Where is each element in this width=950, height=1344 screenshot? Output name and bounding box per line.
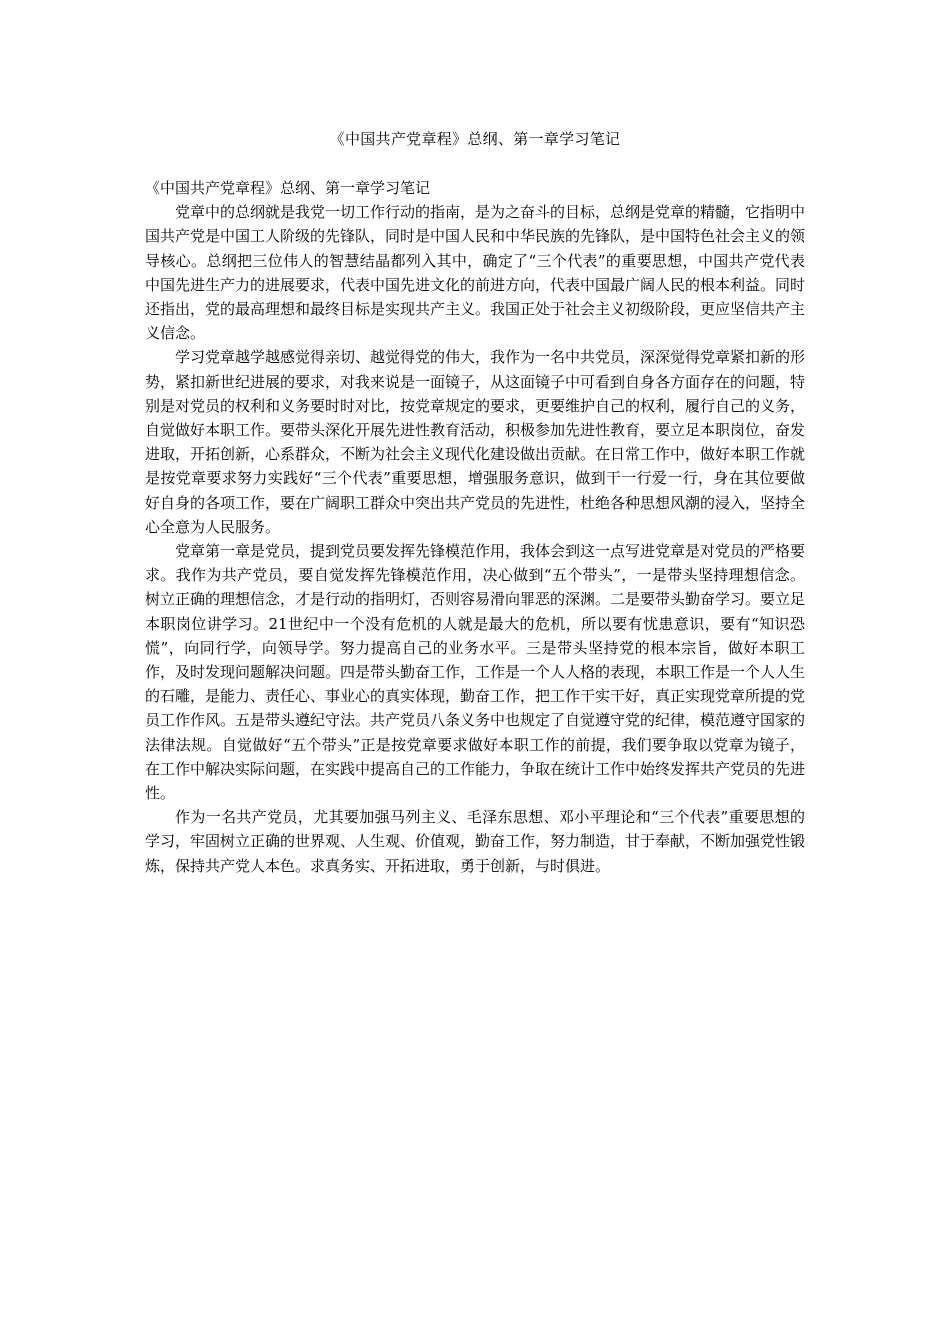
document-title: 《中国共产党章程》总纲、第一章学习笔记 (329, 130, 621, 148)
document-body (145, 176, 805, 878)
paragraph-4: 作为一名共产党员，尤其要加强马列主义、毛泽东思想、邓小平理论和“三个代表”重要思想的学习，牢固树立正确的世界观、人生观、价值观，勤奋工作，努力制造，甘于奉献，不断加强党性锻炼，保持共产党人本色。求真务实、开拓进取，勇于创新，与时俱进。 (145, 808, 806, 875)
paragraph-3: 党章第一章是党员，提到党员要发挥先锋模范作用，我体会到这一点写进党章是对党员的严格要求。我作为共产党员，要自觉发挥先锋模范作用，决心做到“五个带头”，一是带头坚持理想信念。树立正确的理想信念，才是行动的指明灯，否则容易滑向罪恶的深渊。二是要带头勤奋学习。要立足本职岗位讲学习。21世纪中一个没有危机的人就是最大的危机，所以要有忧患意识，要有“知识恐慌”，向同行学，向领导学。努力提高自己的业务水平。三是带头坚持党的根本宗旨，做好本职工作，及时发现问题解决问题。四是带头勤奋工作，工作是一个人人格的表现，本职工作是一个人人生的石雕，是能力、责任心、事业心的真实体现，勤奋工作，把工作干实干好，真正实现党章所提的党员工作作风。五是带头遵纪守法。共产党员八条义务中也规定了自觉遵守党的纪律，模范遵守国家的法律法规。自觉做好“五个带头”正是按党章要求做好本职工作的前提，我们要争取以党章为镜子，在工作中解决实际问题，在实践中提高自己的工作能力，争取在统计工作中始终发挥共产党员的先进性。 (145, 542, 806, 803)
paragraph-2: 学习党章越学越感觉得亲切、越觉得党的伟大，我作为一名中共党员，深深觉得党章紧扣新的形势，紧扣新世纪进展的要求，对我来说是一面镜子，从这面镜子中可看到自身各方面存在的问题，特别是对党员的权利和义务要时时对比，按党章规定的要求，更要维护自己的权利，履行自己的义务，自觉做好本职工作。要带头深化开展先进性教育活动，积极参加先进性教育，要立足本职岗位，奋发进取，开拓创新，心系群众，不断为社会主义现代化建设做出贡献。在日常工作中，做好本职工作就是按党章要求努力实践好“三个代表”重要思想，增强服务意识，做到干一行爱一行，身在其位要做好自身的各项工作，要在广阔职工群众中突出共产党员的先进性，杜绝各种思想风潮的浸入，坚持全心全意为人民服务。 (145, 348, 806, 536)
body-heading: 《中国共产党章程》总纲、第一章学习笔记 (145, 179, 431, 197)
paragraph-1: 党章中的总纲就是我党一切工作行动的指南，是为之奋斗的目标，总纲是党章的精髓，它指明中国共产党是中国工人阶级的先锋队，同时是中国人民和中华民族的先锋队，是中国特色社会主义的领导核心。总纲把三位伟人的智慧结晶都列入其中，确定了“三个代表”的重要思想，中国共产党代表中国先进生产力的进展要求，代表中国先进文化的前进方向，代表中国最广阔人民的根本利益。同时还指出，党的最高理想和最终目标是实现共产主义。我国正处于社会主义初级阶段，更应坚信共产主义信念。 (145, 203, 806, 343)
